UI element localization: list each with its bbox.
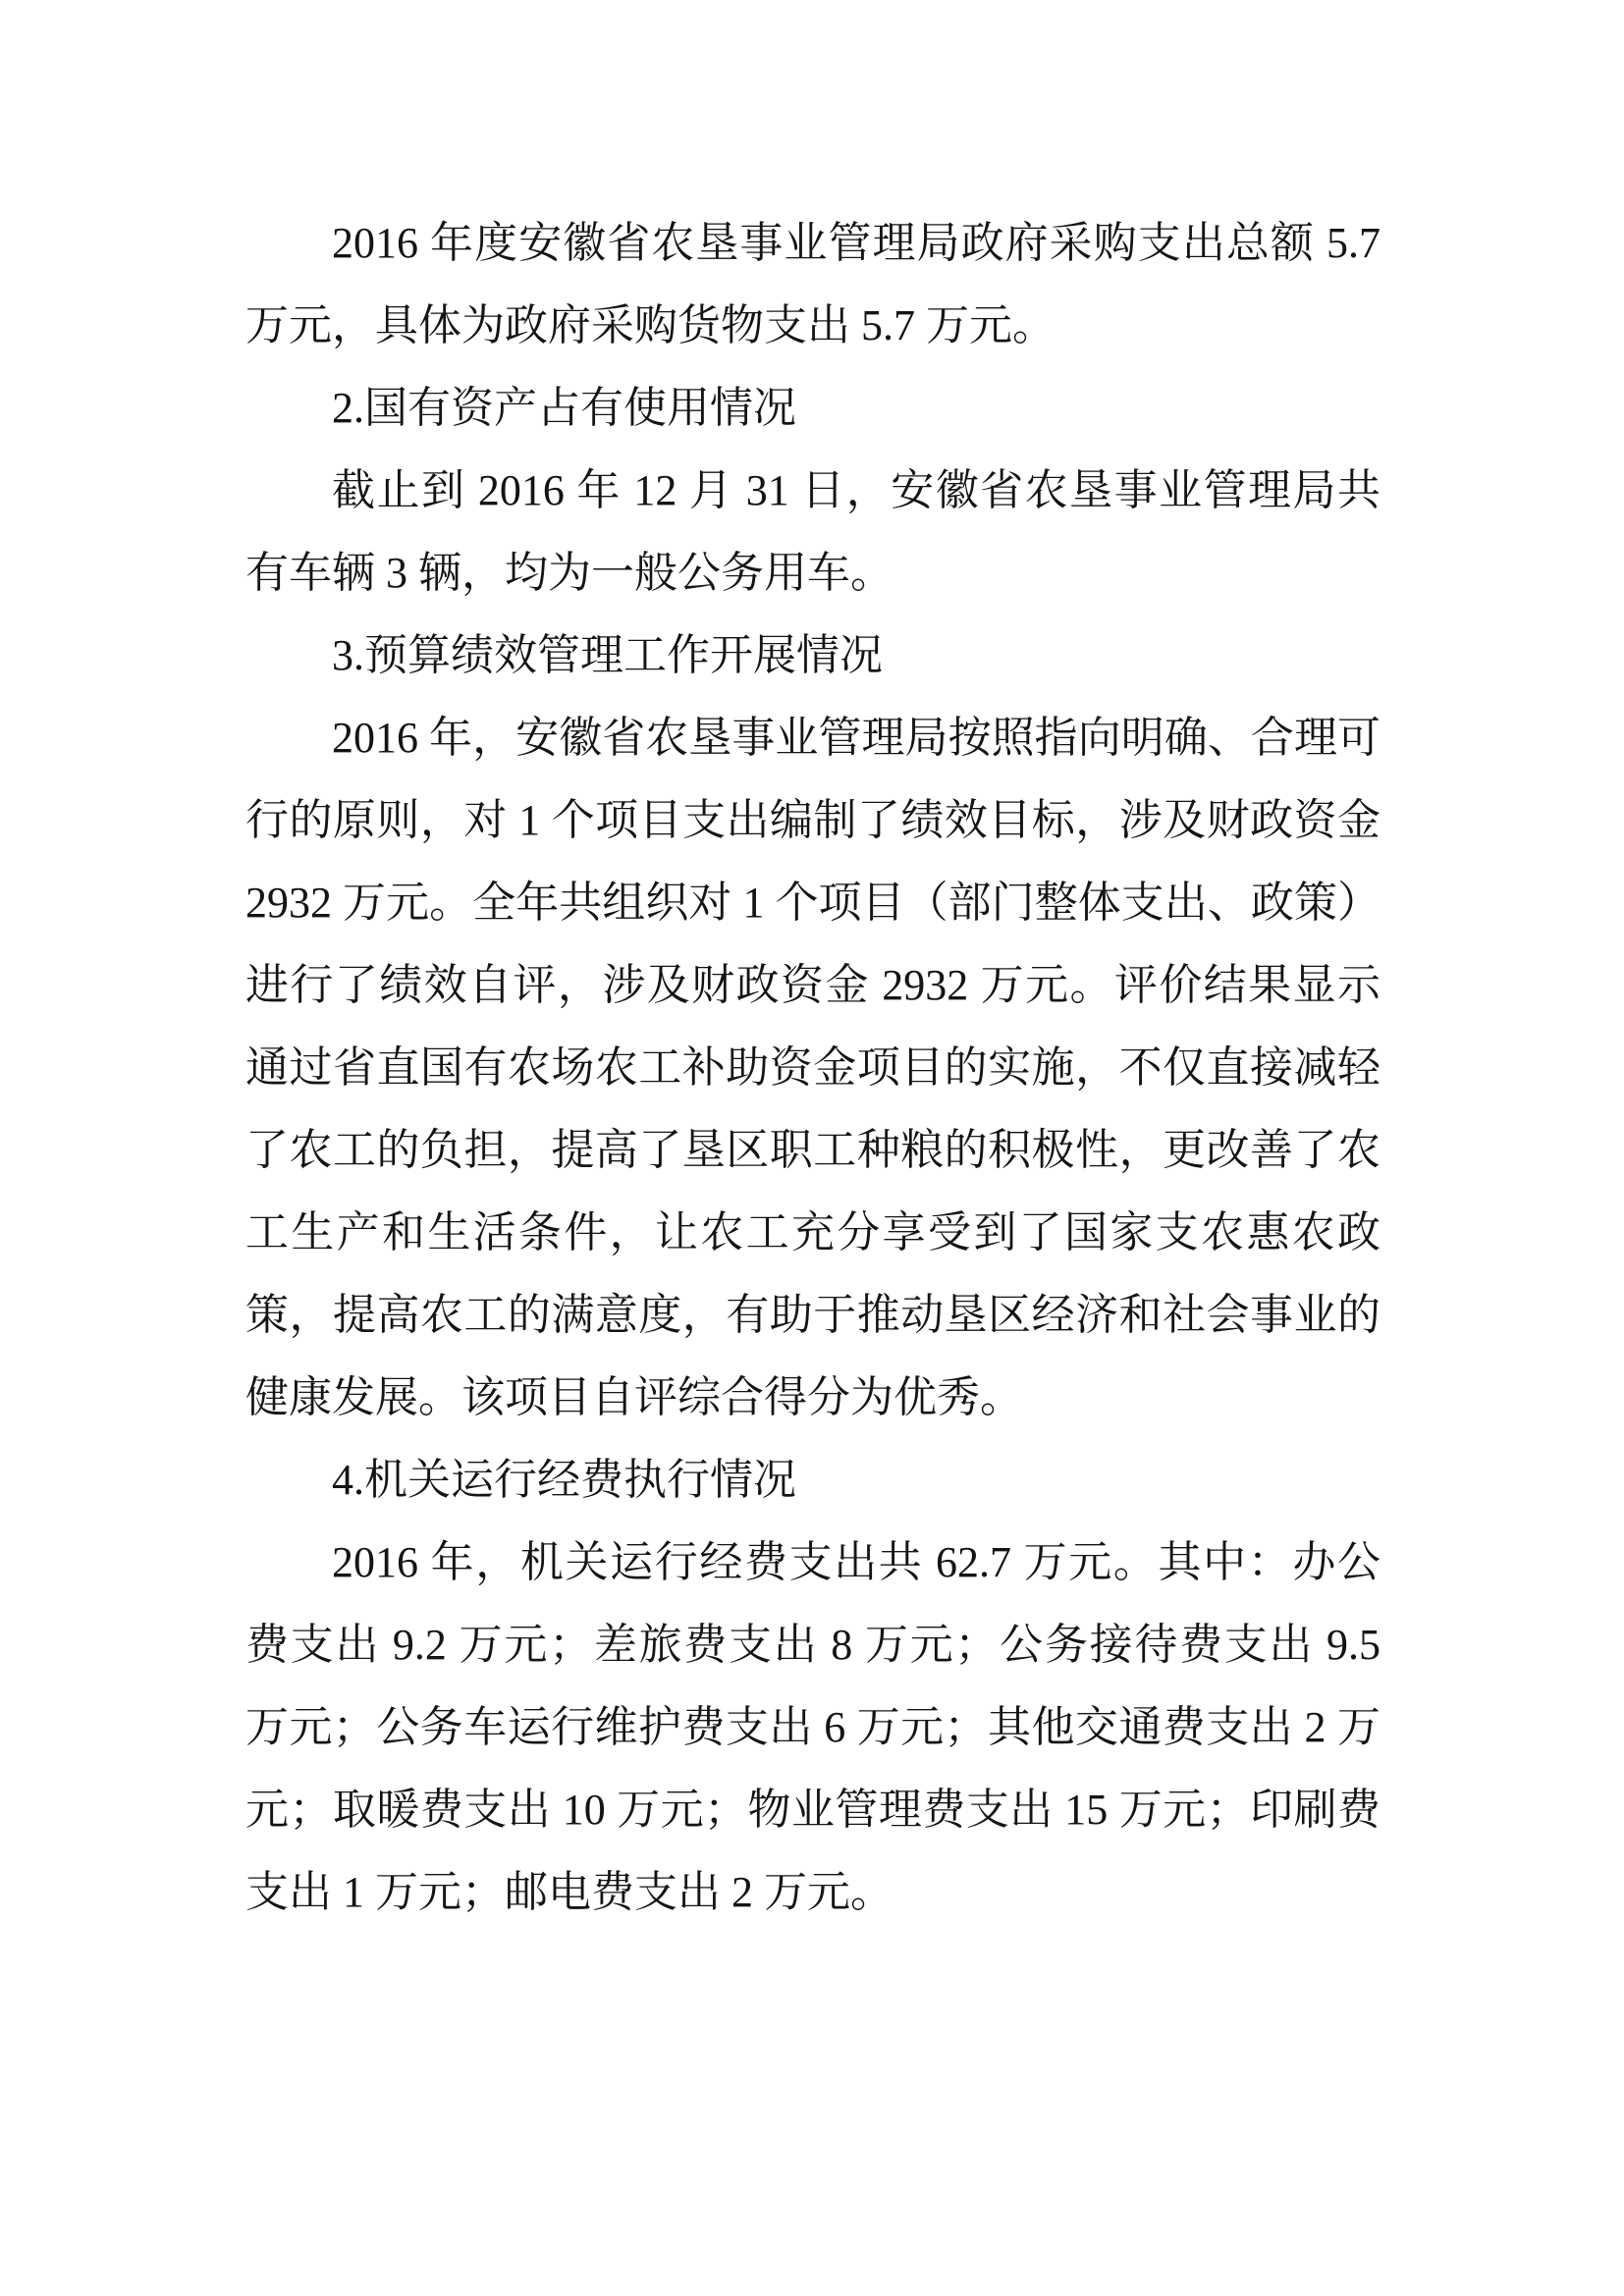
paragraph-state-assets: 截止到 2016 年 12 月 31 日，安徽省农垦事业管理局共有车辆 3 辆，均为一般公务用车。 <box>245 466 1380 597</box>
section-heading-operating-costs: 4.机关运行经费执行情况 <box>332 1456 796 1504</box>
paragraph-budget-performance: 2016 年，安徽省农垦事业管理局按照指向明确、合理可行的原则，对 1 个项目支出编制了绩效目标，涉及财政资金 2932 万元。全年共组织对 1 个项目（部门整体支出、政策）进行了绩效自评，涉及财政资金 2932 万元。评价结果显示通过省直国有农场农工补助资金项目的实施，不仅直接减轻了农工的负担，提高了垦区职工种粮的积极性，更改善了农工生产和生活条件，让农工充分享受到了国家支农惠农政策，提高农工的满意度，有助于推动垦区经济和社会事业的健康发展。该项目自评综合得分为优秀。 <box>245 714 1380 1421</box>
paragraph-gov-procurement: 2016 年度安徽省农垦事业管理局政府采购支出总额 5.7 万元，具体为政府采购货物支出 5.7 万元。 <box>245 219 1380 349</box>
document-content <box>245 202 1380 1934</box>
section-heading-state-assets: 2.国有资产占有使用情况 <box>332 384 796 432</box>
section-heading-budget-performance: 3.预算绩效管理工作开展情况 <box>332 631 883 679</box>
paragraph-operating-costs: 2016 年，机关运行经费支出共 62.7 万元。其中：办公费支出 9.2 万元；差旅费支出 8 万元；公务接待费支出 9.5 万元；公务车运行维护费支出 6 万元；其他交通费支出 2 万元；取暖费支出 10 万元；物业管理费支出 15 万元；印刷费支出 1 万元；邮电费支出 2 万元。 <box>245 1538 1380 1916</box>
